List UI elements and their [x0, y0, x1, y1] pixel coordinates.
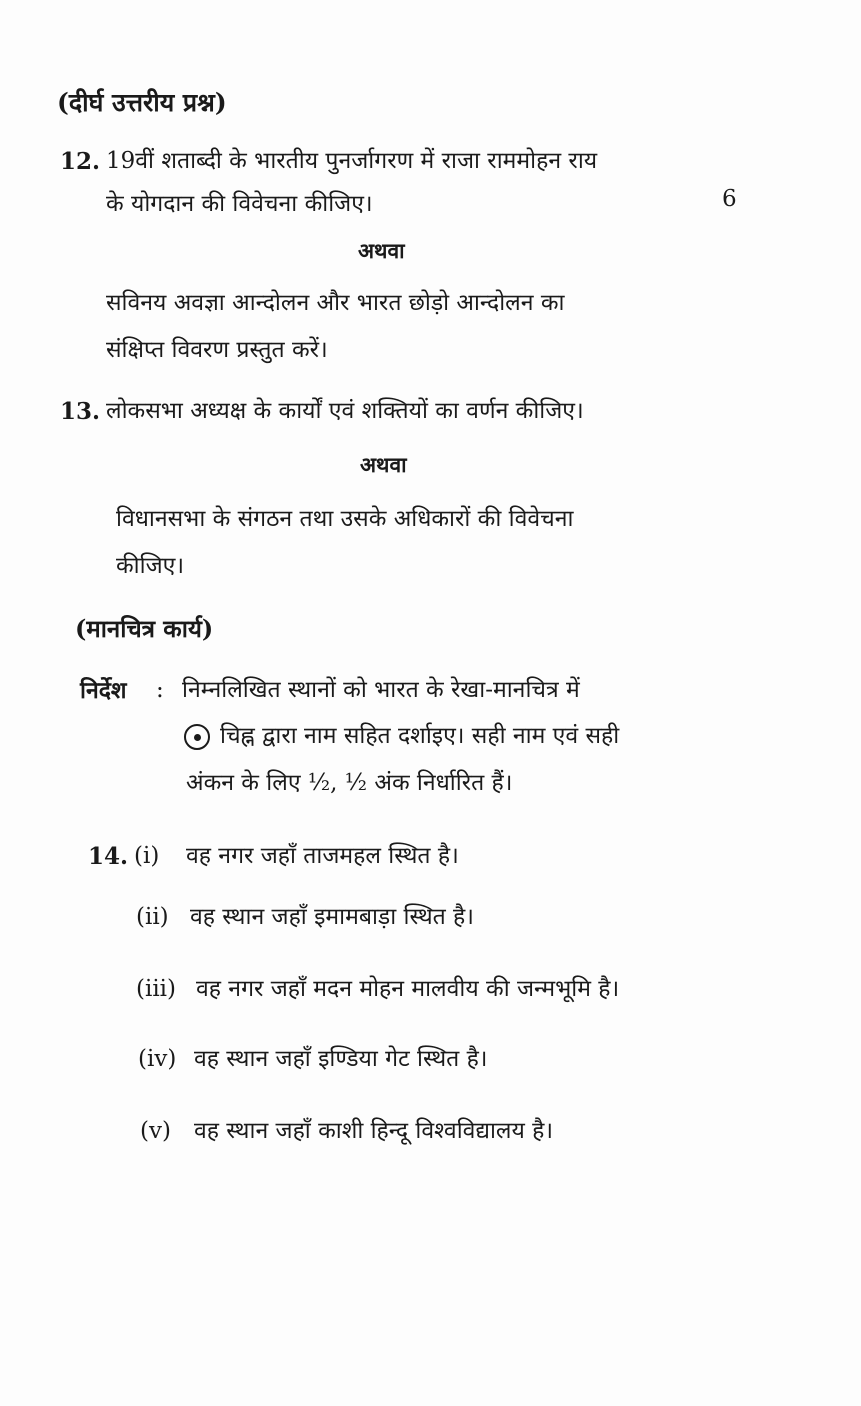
q12-line1: 19वीं शताब्दी के भारतीय पुनर्जागरण में राजा राममोहन राय — [106, 148, 598, 174]
instructions-line2: चिह्न द्वारा नाम सहित दर्शाइए। सही नाम एवं सही — [220, 723, 620, 749]
q13-number: 13. — [60, 398, 101, 425]
q13-alt-line1: विधानसभा के संगठन तथा उसके अधिकारों की विवेचना — [116, 506, 574, 532]
q12-alt-line1: सविनय अवज्ञा आन्दोलन और भारत छोड़ो आन्दोलन का — [106, 290, 565, 316]
q12-marks: 6 — [722, 186, 737, 212]
instructions-colon: : — [156, 677, 164, 703]
q14-item-text: वह नगर जहाँ ताजमहल स्थित है। — [186, 843, 459, 869]
q13-alt-line2: कीजिए। — [116, 553, 185, 579]
q12-or: अथवा — [358, 238, 405, 263]
section-heading-map-work: (मानचित्र कार्य) — [75, 614, 214, 643]
q12-alt-line2: संक्षिप्त विवरण प्रस्तुत करें। — [106, 337, 328, 363]
q14-item-text: वह स्थान जहाँ काशी हिन्दू विश्वविद्यालय है। — [194, 1118, 554, 1144]
q14-item-text: वह नगर जहाँ मदन मोहन मालवीय की जन्मभूमि है। — [196, 976, 620, 1002]
q14-item-label: (v) — [140, 1118, 171, 1144]
q14-item-label: (iv) — [138, 1046, 177, 1072]
q14-item-label: (ii) — [136, 904, 169, 930]
q14-item-text: वह स्थान जहाँ इमामबाड़ा स्थित है। — [190, 904, 474, 930]
q14-number: 14. — [88, 843, 129, 870]
instructions-label: निर्देश — [80, 677, 127, 704]
instructions-line1: निम्नलिखित स्थानों को भारत के रेखा-मानचित्र में — [182, 677, 580, 703]
q13-line1: लोकसभा अध्यक्ष के कार्यों एवं शक्तियों का वर्णन कीजिए। — [106, 398, 584, 424]
circled-dot-icon — [184, 724, 210, 750]
q14-item-label: (iii) — [136, 976, 177, 1002]
q12-number: 12. — [60, 148, 101, 175]
q12-line2: के योगदान की विवेचना कीजिए। — [106, 191, 373, 217]
section-heading-long-answer: (दीर्घ उत्तरीय प्रश्न) — [57, 88, 227, 117]
q14-item-text: वह स्थान जहाँ इण्डिया गेट स्थित है। — [194, 1046, 488, 1072]
q13-or: अथवा — [360, 452, 407, 477]
q14-item-label: (i) — [134, 843, 160, 869]
instructions-line3: अंकन के लिए ½, ½ अंक निर्धारित हैं। — [186, 770, 513, 796]
